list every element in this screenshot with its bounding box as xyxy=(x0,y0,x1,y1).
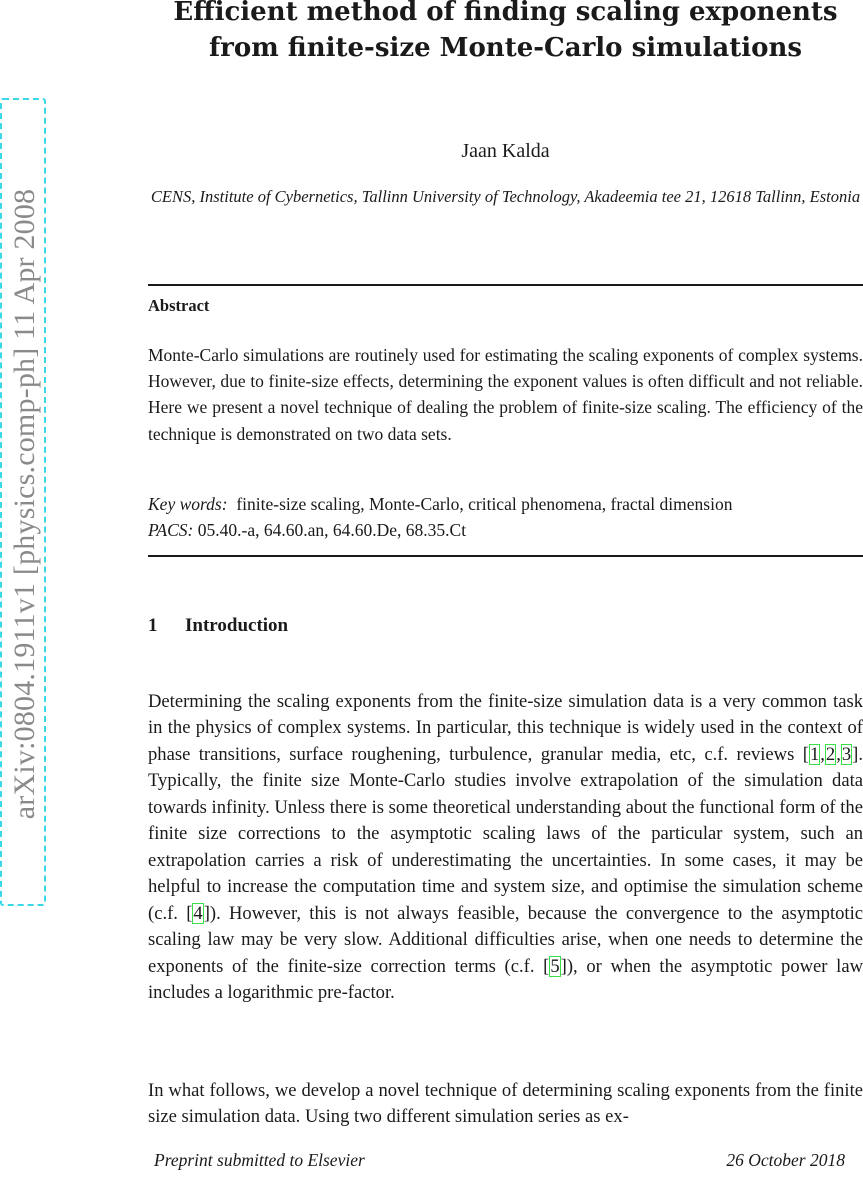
intro-text-a: Determining the scaling exponents from the finite-size simulation data is a very common task in the physics of complex systems. In particular, this technique is widely used in the context of phase transitions, surface roughening, turbulence, granular media, etc, c.f. reviews [ xyxy=(148,691,863,765)
citation-separator: , xyxy=(836,743,841,765)
author-affiliation: CENS, Institute of Cybernetics, Tallinn University of Technology, Akadeemia tee 21, 12618 Tallinn, Estonia xyxy=(150,187,861,206)
pacs-label: PACS: xyxy=(148,520,194,540)
intro-text-b: ]. Typically, the finite size Monte-Carlo studies involve extrapolation of the simulation data towards infinity. Unless there is some theoretical understanding about the functional form of the finite size corrections to the asymptotic scaling laws of the particular system, such an extrapolation carries a risk of underestimating the uncertainties. In some cases, it may be helpful to increase the computation time and system size, and optimise the simulation scheme (c.f. [ xyxy=(148,743,863,924)
pacs-line xyxy=(148,517,863,543)
abstract-body: Monte-Carlo simulations are routinely used for estimating the scaling exponents of complex systems. However, due to finite-size effects, determining the exponent values is often difficult and not reliable. Here we present a novel technique of dealing the problem of finite-size scaling. The efficiency of the technique is demonstrated on two data sets. xyxy=(148,345,863,444)
intro-paragraph-2: In what follows, we develop a novel technique of determining scaling exponents from the finite size simulation data. Using two different simulation series as ex- xyxy=(148,1080,863,1128)
abstract-bottom-rule xyxy=(148,555,863,557)
intro-text-c: ]). However, this is not always feasible, because the convergence to the asymptotic scaling law may be very slow. Additional difficulties arise, when one needs to determine the exponents of the finite-size correction terms (c.f. [ xyxy=(148,902,863,977)
intro-paragraph-1 xyxy=(148,689,863,1006)
keywords-text: finite-size scaling, Monte-Carlo, critical phenomena, fractal dimension xyxy=(236,494,733,514)
pacs-text: 05.40.-a, 64.60.an, 64.60.De, 68.35.Ct xyxy=(197,520,467,540)
citation-link[interactable]: 4 xyxy=(193,902,203,924)
citation-link[interactable]: 1 xyxy=(809,743,820,765)
arxiv-identifier[interactable]: arXiv:0804.1911v1 [physics.comp-ph] 11 Apr 2008 xyxy=(8,188,41,820)
section-heading xyxy=(148,615,288,637)
author-name: Jaan Kalda xyxy=(461,140,550,162)
citation-separator: , xyxy=(820,743,825,765)
citation-link[interactable]: 2 xyxy=(825,743,836,765)
citation-link[interactable]: 5 xyxy=(550,955,560,977)
keywords-label: Key words: xyxy=(148,494,228,514)
section-title: Introduction xyxy=(185,615,289,636)
paper-title: Efficient method of finding scaling exponents from finite-size Monte-Carlo simulations xyxy=(173,0,838,63)
footer-date: 26 October 2018 xyxy=(726,1150,845,1170)
section-number: 1 xyxy=(148,615,158,636)
abstract-heading: Abstract xyxy=(148,296,210,315)
citation-link[interactable]: 3 xyxy=(841,743,852,765)
abstract-top-rule xyxy=(148,284,863,286)
keywords-line xyxy=(148,491,863,517)
intro-text-d: ]), or when the asymptotic power law includes a logarithmic pre-factor. xyxy=(148,955,863,1003)
footer-preprint-note: Preprint submitted to Elsevier xyxy=(154,1150,365,1170)
arxiv-sidebar[interactable] xyxy=(0,98,46,906)
